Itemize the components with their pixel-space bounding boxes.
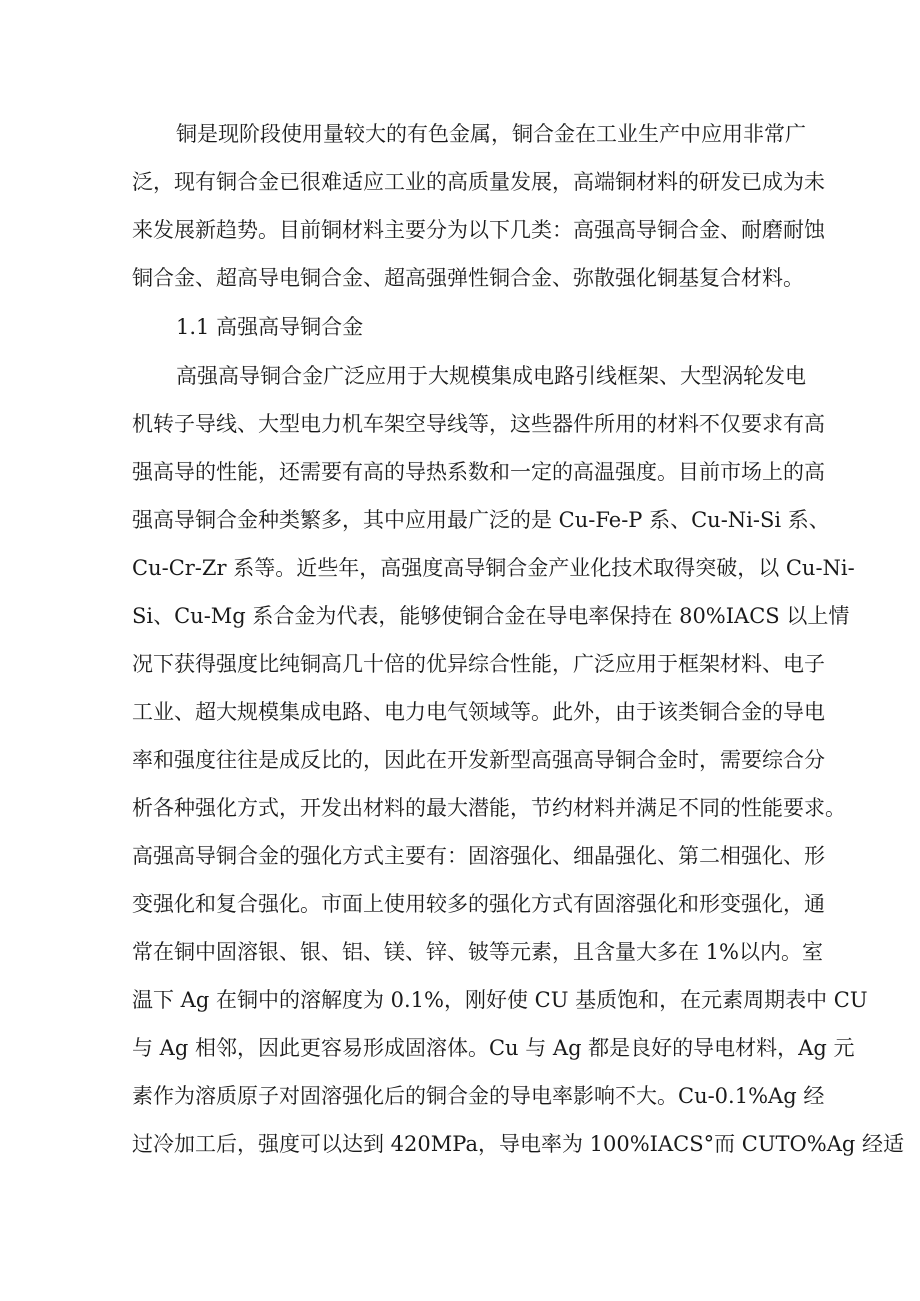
paragraph-2-line-4: 强高导铜合金种类繁多，其中应用最广泛的是 Cu-Fe-P 系、Cu-Ni-Si 系、 — [132, 508, 830, 532]
paragraph-2-line-1: 高强高导铜合金广泛应用于大规模集成电路引线框架、大型涡轮发电 — [176, 364, 806, 388]
paragraph-1-line-3: 来发展新趋势。目前铜材料主要分为以下几类：高强高导铜合金、耐磨耐蚀 — [132, 218, 825, 242]
paragraph-2-line-9: 率和强度往往是成反比的，因此在开发新型高强高导铜合金时，需要综合分 — [132, 748, 825, 772]
paragraph-2-line-2: 机转子导线、大型电力机车架空导线等，这些器件所用的材料不仅要求有高 — [132, 412, 825, 436]
paragraph-2-line-6: Si、Cu-Mg 系合金为代表，能够使铜合金在导电率保持在 80%IACS 以上情 — [132, 604, 850, 628]
paragraph-2-line-10: 析各种强化方式，开发出材料的最大潜能，节约材料并满足不同的性能要求。 — [132, 796, 846, 820]
paragraph-2-line-12: 变强化和复合强化。市面上使用较多的强化方式有固溶强化和形变强化，通 — [132, 892, 825, 916]
paragraph-2-line-7: 况下获得强度比纯铜高几十倍的优异综合性能，广泛应用于框架材料、电子 — [132, 652, 825, 676]
paragraph-2-line-13: 常在铜中固溶银、银、铝、镁、锌、铍等元素，且含量大多在 1%以内。室 — [132, 940, 823, 964]
paragraph-1-line-1: 铜是现阶段使用量较大的有色金属，铜合金在工业生产中应用非常广 — [176, 122, 806, 146]
paragraph-1-line-2: 泛，现有铜合金已很难适应工业的高质量发展，高端铜材料的研发已成为未 — [132, 170, 825, 194]
paragraph-2-line-14: 温下 Ag 在铜中的溶解度为 0.1%，刚好使 CU 基质饱和，在元素周期表中 CU — [132, 988, 868, 1012]
paragraph-2-line-3: 强高导的性能，还需要有高的导热系数和一定的高温强度。目前市场上的高 — [132, 460, 825, 484]
paragraph-2-line-16: 素作为溶质原子对固溶强化后的铜合金的导电率影响不大。Cu-0.1%Ag 经 — [132, 1084, 825, 1108]
paragraph-1-line-4: 铜合金、超高导电铜合金、超高强弹性铜合金、弥散强化铜基复合材料。 — [132, 266, 804, 290]
paragraph-2-line-8: 工业、超大规模集成电路、电力电气领域等。此外，由于该类铜合金的导电 — [132, 700, 825, 724]
paragraph-2-line-17: 过冷加工后，强度可以达到 420MPa，导电率为 100%IACS°而 CUTO%Ag 经适 — [132, 1132, 904, 1156]
section-heading: 1.1 高强高导铜合金 — [176, 315, 364, 339]
paragraph-2-line-11: 高强高导铜合金的强化方式主要有：固溶强化、细晶强化、第二相强化、形 — [132, 844, 825, 868]
paragraph-2-line-15: 与 Ag 相邻，因此更容易形成固溶体。Cu 与 Ag 都是良好的导电材料，Ag 元 — [132, 1036, 855, 1060]
paragraph-2-line-5: Cu-Cr-Zr 系等。近些年，高强度高导铜合金产业化技术取得突破，以 Cu-Ni- — [132, 556, 855, 580]
